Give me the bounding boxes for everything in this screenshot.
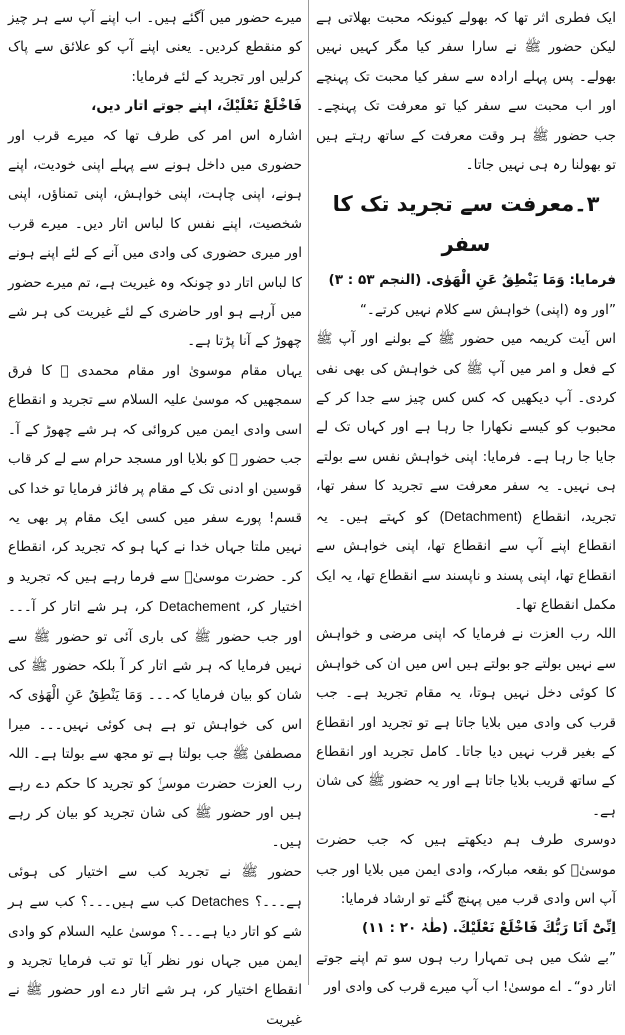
paragraph-text: اس آیت کریمہ میں حضور ﷺ کے بولنے اور آپ ﷺ کے فعل و امر میں آپ ﷺ کی خواہش کی بھی نفی کردی۔ آپ دیکھیں کہ کس کس چیز سے جدا کر کے محبوب کو کیسے نکھارا جا رہا ہے اور کہاں تک لے جایا جا رہا ہے۔ فرمایا: اپنی خواہش نفس سے بولتے ہی نہیں۔ یہ سفر معرفت سے تجرید کا سفر تھا، تجرید، انقطاع [316,331,617,525]
paragraph: دوسری طرف ہم دیکھتے ہیں کہ جب حضرت موسیٰؑ کو بقعہ مبارکہ، وادی ایمن میں بلایا اور جب آپ اس وادی قرب میں پہنچ گئے تو ارشاد فرمایا: [316,832,616,907]
section-heading: ۳۔معرفت سے تجرید تک کا سفر [332,192,600,257]
paragraph-text: حضور ﷺ نے تجرید کب سے اختیار کی ہوئی ہے۔۔۔؟ [8,863,302,911]
arabic-phrase: فَاخْلَعْ نَعْلَيْكَ، اپنے جوتے اتار دیں، [91,98,302,115]
english-term: Detaches [191,894,249,910]
verse-reference: فرمایا: وَمَا يَنْطِقُ عَنِ الْهَوٰى. (النجم ۵۳ : ۳) [328,272,616,289]
paragraph-text: کو کہتے ہیں۔ یہ انقطاع اپنے آپ سے انقطاع تھا، اپنی خواہش سے انقطاع تھا، اپنی پسند و ناپسند سے انقطاع تھا، یہ ایک مکمل انقطاع تھا۔ [316,508,616,613]
verse-translation: ”اور وہ (اپنی) خواہش سے کلام نہیں کرتے۔“ [359,301,616,318]
paragraph: ”بے شک میں ہی تمہارا رب ہوں سو تم اپنے جوتے اتار دو“۔ اے موسیٰ! اب آپ میرے قرب کی وادی اور [316,949,616,996]
english-term: (Detachment) [439,508,523,524]
paragraph [8,357,302,858]
paragraph-text: یہاں مقام موسویٰ اور مقام محمدی ﷺ کا فرق سمجھیں کہ موسیٰ علیہ السلام سے تجرید و انقطاع اسی وادی ایمن میں کروائی کہ ہر شے چھوڑ کے آ۔ جب حضور ﷺ کو بلایا اور مسجد حرام سے لے کر قاب قوسین او ادنی تک کے مقام پر فائز فرمایا تو خدا کی قسم! پورے سفر میں کسی ایک مقام پر بھی یہ نہیں ملتا جہاں خدا نے کہا ہو کہ تجرید کر، انقطاع کر۔ حضرت موسیٰؑ سے فرما رہے ہیں کہ تجرید و اختیار کر، [8,362,302,616]
right-column [316,4,617,996]
paragraph-text: کر، ہر شے اتار کر آ۔۔۔ اور جب حضور ﷺ کی باری آئی تو حضور ﷺ سے نہیں فرمایا کہ ہر شے اتار کر آ بلکہ حضور ﷺ کی شان کو بیان فرمایا کہ۔۔۔ وَمَا يَنْطِقُ عَنِ الْهَوٰى کہ اس کی خواہش تو ہے ہی کوئی نہیں۔۔۔ میرا مصطفیٰ ﷺ جب بولتا ہے تو مجھ سے بولتا ہے۔ اللہ رب العزت حضرت موسیٰؑ کو تجرید کا حکم دے رہے ہیں اور حضور ﷺ کی شان تجرید کو بیان کر رہے ہیں۔ [8,599,302,851]
english-term: Detachement [159,599,240,615]
paragraph: اللہ رب العزت نے فرمایا کہ اپنی مرضی و خواہش سے نہیں بولتے جو بولتے ہیں اس میں ان کی خواہش کا کوئی دخل نہیں ہوتا، یہ مقام تجرید ہے۔ جب قرب کی وادی میں بلایا جاتا ہے تو تجرید اور انقطاع کے بغیر قرب نہیں دیا جاتا۔ کامل تجرید اور انقطاع کے ساتھ قریب بلایا جاتا ہے اور یہ حضور ﷺ کی شان ہے۔ [316,626,616,819]
paragraph: اشارہ اس امر کی طرف تھا کہ میرے قرب اور حضوری میں داخل ہونے سے پہلے اپنی خودیت، اپنے ہونے، اپنی چاہت، اپنی خواہش، اپنی تمناؤں، اپنی شخصیت، اپنے نفس کا لباس اتار دیں۔ میرے قرب اور میری حضوری کی وادی میں آنے کے لئے اپنے ہونے کا لباس اتار دو چونکہ وہ غیریت ہے، تم میرے حضور میں آرہے ہو اور حاضری کے لئے غیریت کی ہر شے چھوڑ کے آنا پڑتا ہے۔ [8,127,302,350]
paragraph [316,325,616,620]
paragraph: میرے حضور میں آگئے ہیں۔ اب اپنے آپ سے ہر چیز کو منقطع کردیں۔ یعنی اپنے آپ کو علائق سے پاک کرلیں اور تجرید کے لئے فرمایا: [8,10,302,85]
verse-reference: اِنِّیْٓ اَنَا رَبُّكَ فَاخْلَعْ نَعْلَيْكَ. (طٰہٰ ۲۰ : ۱۱) [361,920,616,937]
left-column [8,4,302,1028]
paragraph: ایک فطری اثر تھا کہ بھولے کیونکہ محبت بھلاتی ہے لیکن حضور ﷺ نے سارا سفر کیا مگر کہیں نہیں بھولے۔ پس پہلے ارادہ سے سفر کیا محبت تک پہنچے اور اب محبت سے سفر کیا تو معرفت تک پہنچے۔ جب حضور ﷺ ہر وقت معرفت کے ساتھ رہتے ہیں تو بھولنا رہ ہی نہیں جاتا۔ [316,10,616,174]
column-divider [308,0,309,985]
paragraph-text: کب سے ہیں۔۔۔؟ کب سے ہر شے کو اتار دیا ہے۔۔۔؟ موسیٰ علیہ السلام کو وادی ایمن میں جہاں نور نظر آیا تو تب فرمایا تجرید و انقطاع اختیار کر، ہر شے اتار دے اور حضور ﷺ نے غیریت [8,894,302,1028]
paragraph [8,858,302,1035]
